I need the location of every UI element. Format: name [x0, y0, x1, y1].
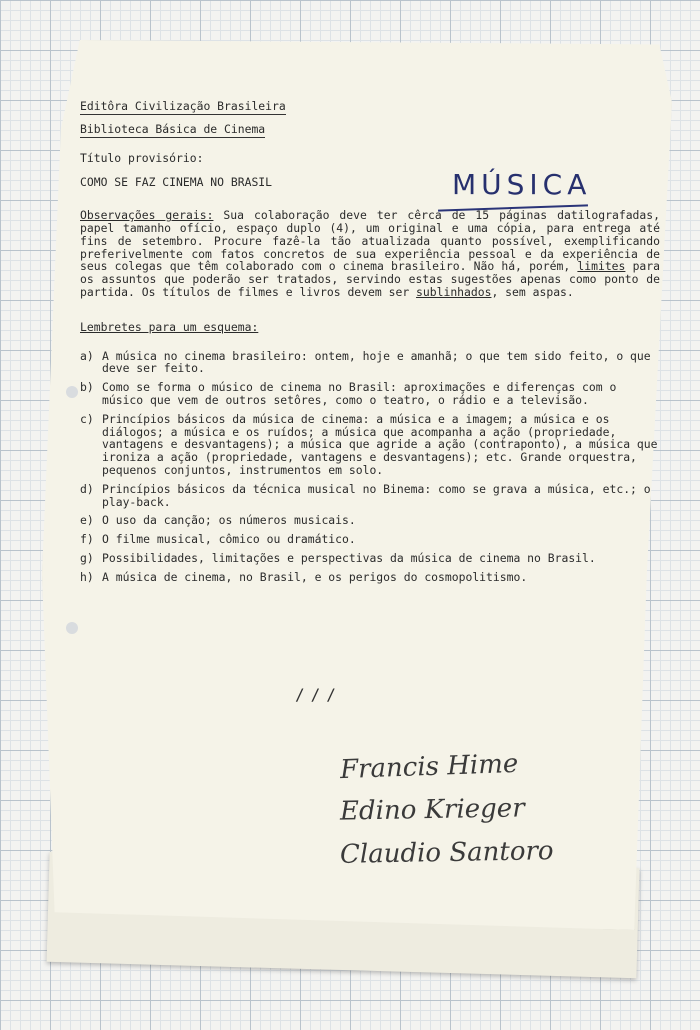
publisher-name: Editôra Civilização Brasileira — [80, 99, 286, 113]
punch-hole — [66, 386, 78, 398]
signature: Claudio Santoro — [339, 836, 554, 870]
reminders-list — [80, 350, 660, 584]
title-label: Título provisório: — [80, 150, 204, 165]
list-item: f) O filme musical, cômico ou dramático. — [80, 532, 356, 547]
signature: Edino Krieger — [339, 793, 525, 827]
general-observations: Observações gerais: Sua colaboração deve ter cêrca de 15 páginas datilografadas, papel tamanho ofício, espaço duplo (4), um original e uma cópia, para entrega até fins de setembro. Procure fazê-la tão atualizada quanto possível, exemplificando preferivelmente com fatos concretos de sua experiência pessoal e da experiência de seus colegas que têm colaborado com o cinema brasileiro. Não há, porém, limites para os assuntos que poderão ser tratados, servindo estas sugestões apenas como ponto de partida. Os títulos de filmes e livros devem ser sublinhados, sem aspas. — [80, 208, 660, 299]
end-mark: /// — [295, 685, 342, 704]
list-item: a) A música no cinema brasileiro: ontem, hoje e amanhã; o que tem sido feito, o que deve ser feito. — [80, 348, 651, 376]
list-item: b) Como se forma o músico de cinema no Brasil: aproximações e diferenças com o músico que vem de outros setôres, como o teatro, o rádio e a televisão. — [80, 380, 617, 407]
list-item: d) Princípios básicos da técnica musical no Binema: como se grava a música, etc.; o play-back. — [80, 481, 651, 509]
general-label: Observações gerais: — [80, 208, 214, 223]
series-name: Biblioteca Básica de Cinema — [80, 121, 266, 136]
signature: Francis Hime — [339, 748, 519, 786]
punch-hole — [66, 622, 78, 634]
book-title: COMO SE FAZ CINEMA NO BRASIL — [80, 175, 273, 190]
list-item: g) Possibilidades, limitações e perspectivas da música de cinema no Brasil. — [80, 550, 596, 565]
list-item: h) A música de cinema, no Brasil, e os perigos do cosmopolitismo. — [80, 569, 528, 584]
list-item: e) O uso da canção; os números musicais. — [80, 513, 356, 528]
list-item: c) Princípios básicos da música de cinema: a música e a imagem; a música e os diálogos; a música e os ruídos; a música que acompanha a ação (propriedade, vantagens e desvantagens); a música que agride a ação (contraponto), a música que ironiza a ação (propriedade, vantagens e desvantagens); etc. Grande orquestra, pequenos conjuntos, instrumentos em solo. — [80, 411, 658, 477]
handwritten-annotation: MÚSICA — [452, 168, 592, 201]
reminders-label: Lembretes para um esquema: — [80, 319, 259, 334]
